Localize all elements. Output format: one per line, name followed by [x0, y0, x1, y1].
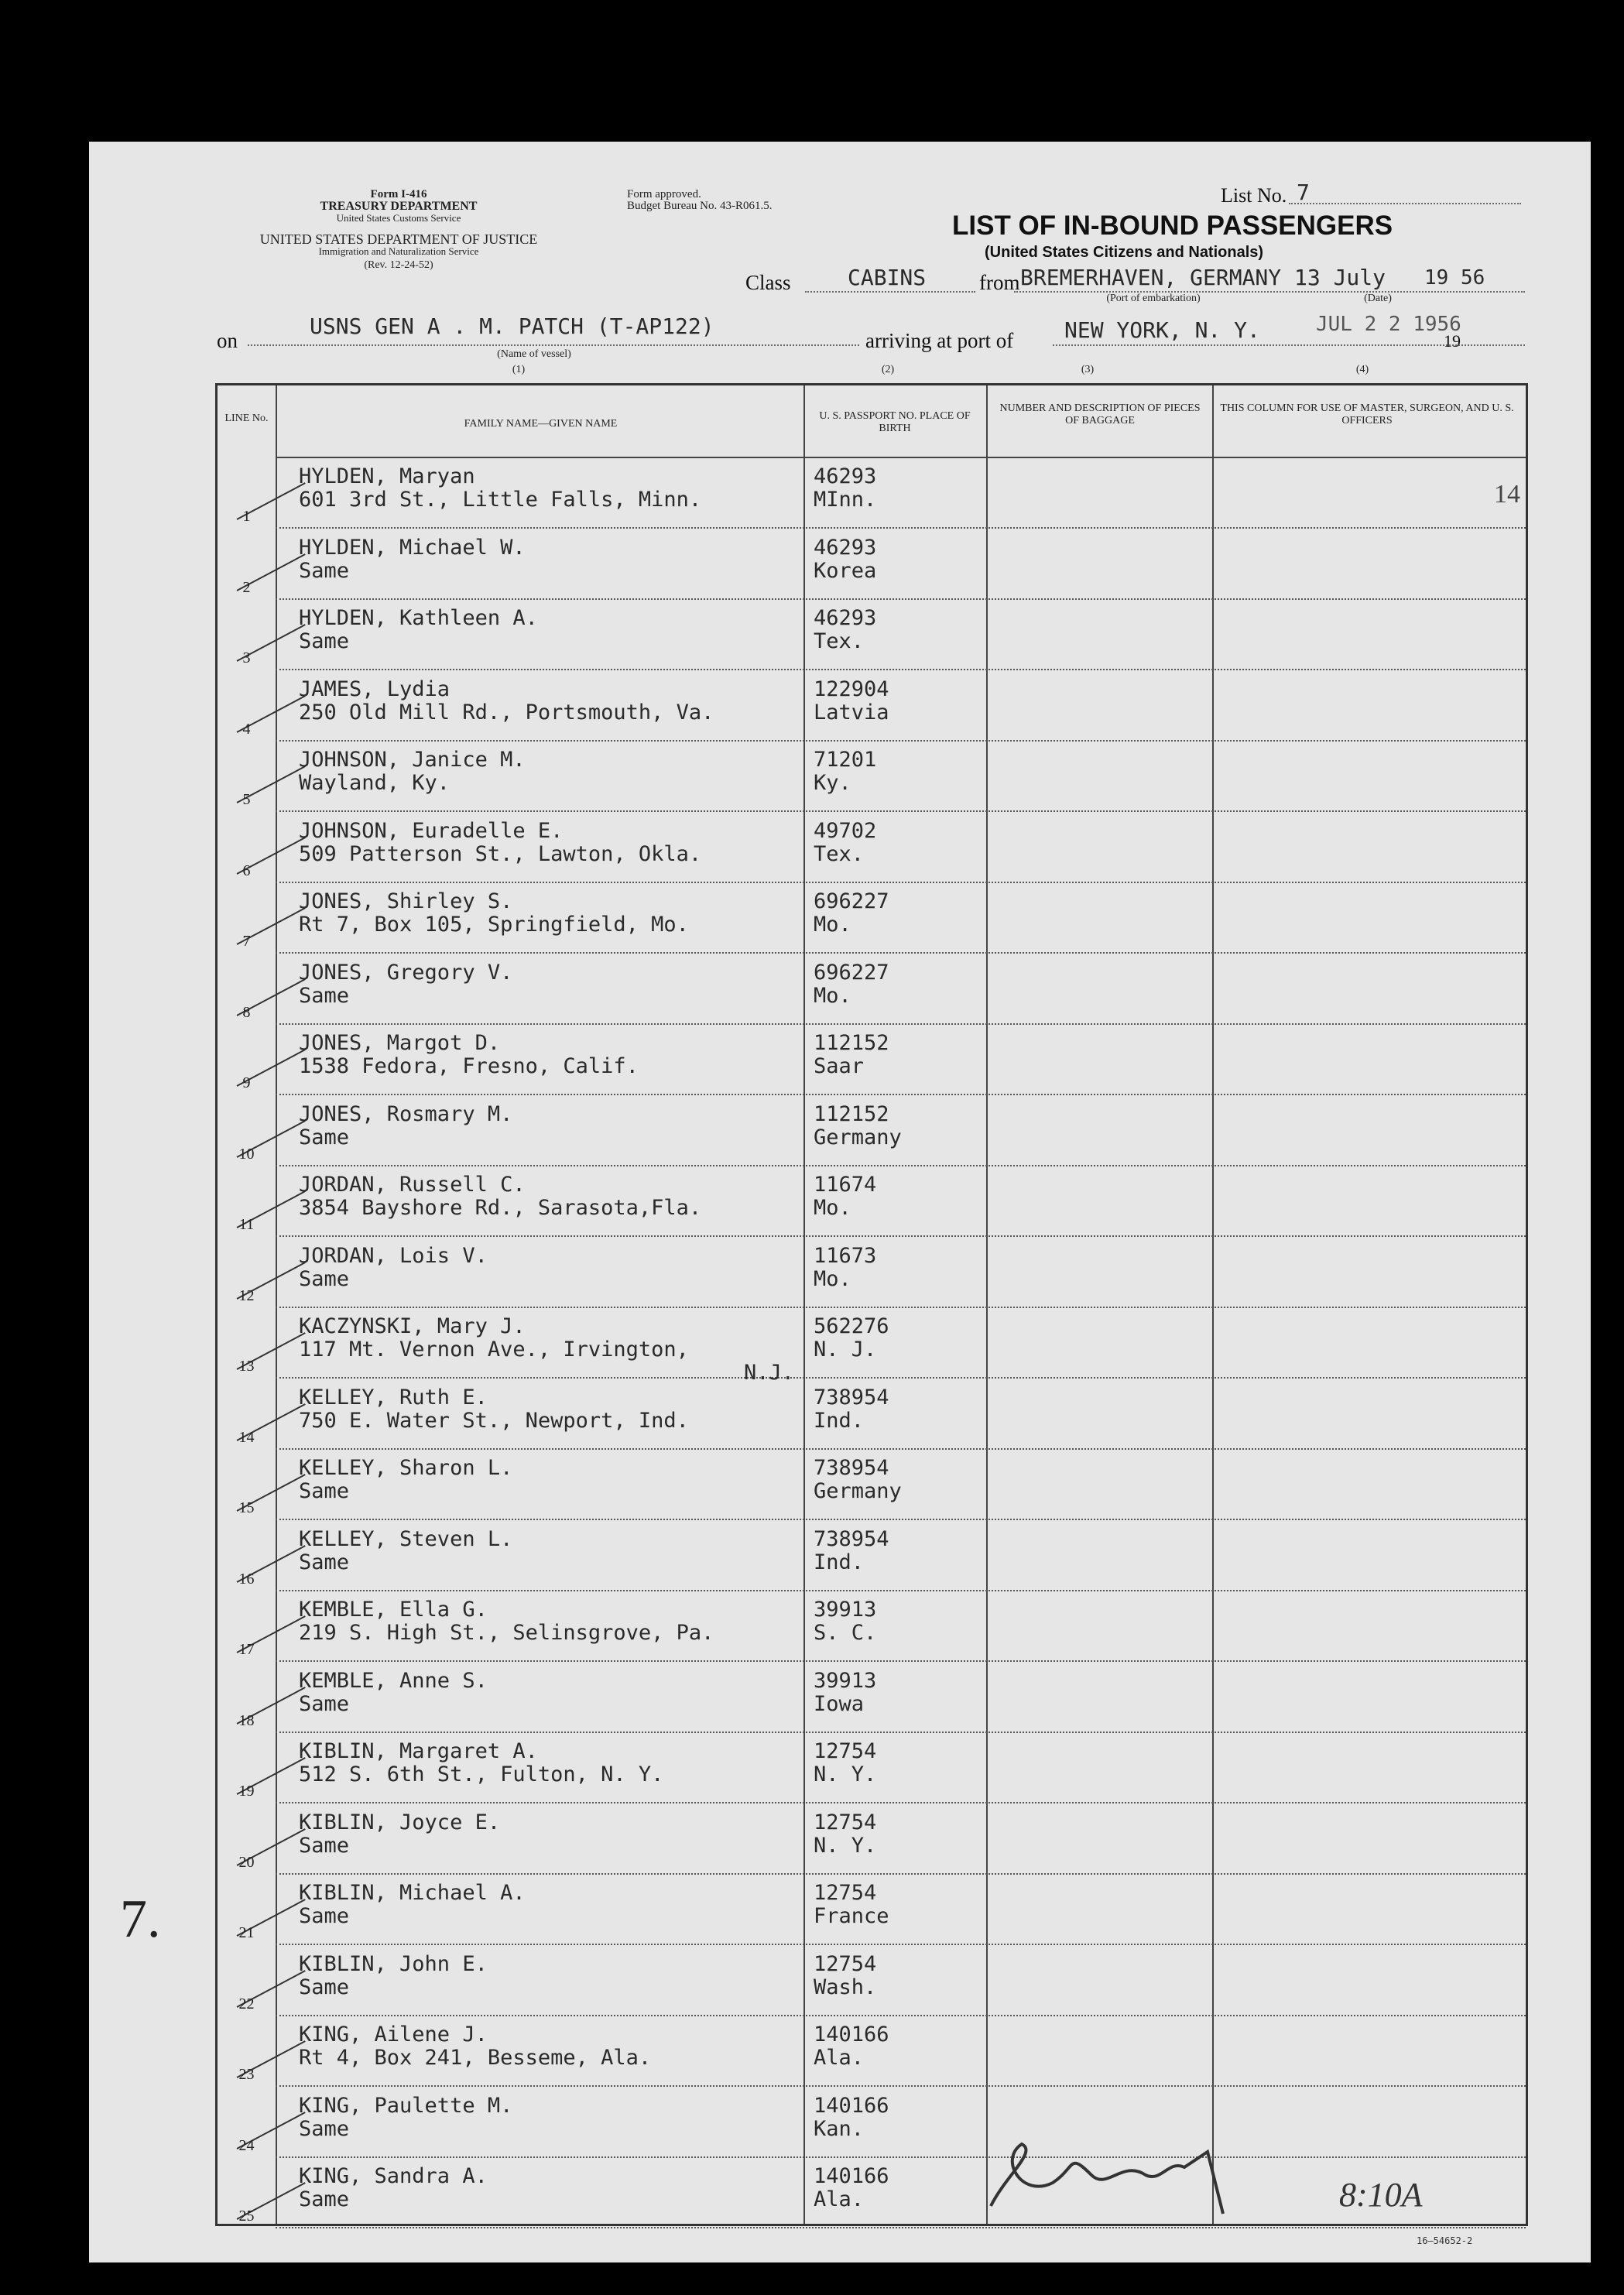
table-row — [218, 598, 1526, 670]
line-number: 10 — [238, 1145, 255, 1163]
vessel-note: (Name of vessel) — [497, 348, 571, 360]
passenger-name: HYLDEN, Michael W. — [299, 535, 526, 560]
passport-number: 12754 — [814, 1739, 877, 1763]
line-number: 16 — [238, 1570, 255, 1588]
passenger-name: JONES, Gregory V. — [299, 960, 513, 985]
table-row — [218, 670, 1526, 741]
col-header-line: LINE No. — [224, 413, 269, 424]
line-number: 15 — [238, 1499, 255, 1516]
passenger-name: KIBLIN, Michael A. — [299, 1881, 526, 1905]
on-label: on — [217, 329, 238, 352]
passport-number: 12754 — [814, 1810, 877, 1834]
place-of-birth: Ind. — [814, 1550, 865, 1574]
table-row — [218, 1661, 1526, 1732]
passenger-name: JONES, Rosmary M. — [299, 1101, 513, 1126]
passenger-name: JONES, Shirley S. — [299, 889, 513, 913]
passport-number: 140166 — [814, 2093, 889, 2118]
list-no-value: 7 — [1297, 180, 1310, 205]
passenger-name: KING, Sandra A. — [299, 2164, 488, 2188]
ins-service: Immigration and Naturalization Service — [318, 245, 479, 257]
treasury-dept: TREASURY DEPARTMENT — [320, 200, 478, 213]
class-line — [805, 291, 975, 293]
place-of-birth: Iowa — [814, 1691, 865, 1716]
table-row — [218, 1165, 1526, 1236]
port-line — [1053, 344, 1525, 346]
class-label: Class — [745, 271, 791, 294]
passenger-address: 601 3rd St., Little Falls, Minn. — [299, 488, 702, 512]
footer-code: 16—54652-2 — [1417, 2235, 1473, 2246]
line-number: 22 — [238, 1995, 255, 2012]
table-row — [218, 1732, 1526, 1803]
passenger-address: Same — [299, 1266, 350, 1291]
line-number: 1 — [242, 508, 251, 525]
passenger-name: KIBLIN, Margaret A. — [299, 1739, 538, 1763]
line-number: 7 — [242, 933, 251, 950]
arrival-port: NEW YORK, N. Y. — [1064, 317, 1260, 343]
table-row — [218, 1944, 1526, 2016]
passport-number: 46293 — [814, 464, 877, 488]
place-of-birth: S. C. — [814, 1621, 877, 1645]
place-of-birth: Saar — [814, 1054, 865, 1078]
passenger-address-cont: N.J. — [744, 1361, 795, 1385]
place-of-birth: MInn. — [814, 488, 877, 512]
customs-service: United States Customs Service — [336, 212, 461, 224]
place-of-birth: N. Y. — [814, 1762, 877, 1786]
col-num-4: (4) — [1355, 364, 1369, 375]
table-row — [218, 1590, 1526, 1661]
place-of-birth: Mo. — [814, 1196, 851, 1220]
line-number: 3 — [242, 649, 251, 666]
table-row — [218, 1023, 1526, 1094]
passport-number: 140166 — [814, 2164, 889, 2188]
place-of-birth: Tex. — [814, 841, 865, 866]
col-num-2: (2) — [881, 364, 895, 375]
col-header-baggage: NUMBER AND DESCRIPTION OF PIECES OF BAGGAGE — [999, 402, 1201, 427]
vessel-name: USNS GEN A . M. PATCH (T-AP122) — [310, 313, 714, 339]
place-of-birth: Korea — [814, 558, 877, 583]
form-number: Form I-416 — [370, 188, 427, 200]
place-of-birth: Germany — [814, 1479, 902, 1503]
col-header-name: FAMILY NAME—GIVEN NAME — [464, 418, 618, 430]
line-number: 23 — [238, 2066, 255, 2083]
passenger-name: JONES, Margot D. — [299, 1031, 501, 1055]
passport-number: 12754 — [814, 1951, 877, 1976]
table-row — [218, 1448, 1526, 1519]
passenger-address: Same — [299, 2116, 350, 2141]
place-of-birth: Kan. — [814, 2116, 865, 2141]
passport-number: 12754 — [814, 1881, 877, 1905]
passport-number: 738954 — [814, 1456, 889, 1480]
place-of-birth: France — [814, 1904, 889, 1928]
arriving-label: arriving at port of — [865, 329, 1014, 352]
page-subtitle: (United States Citizens and Nationals) — [985, 244, 1264, 261]
justice-dept: UNITED STATES DEPARTMENT OF JUSTICE — [259, 231, 538, 247]
line-number: 20 — [238, 1853, 255, 1871]
signature-time: 8:10A — [1339, 2176, 1423, 2214]
passenger-name: JOHNSON, Euradelle E. — [299, 818, 564, 843]
table-row — [218, 528, 1526, 599]
line-number: 2 — [242, 578, 251, 596]
passenger-address: Same — [299, 2187, 350, 2211]
passenger-address: Same — [299, 1125, 350, 1149]
table-row — [218, 2156, 1526, 2228]
arrival-year-suffix: 19 — [1444, 331, 1461, 351]
table-row — [218, 1873, 1526, 1944]
passenger-address: 219 S. High St., Selinsgrove, Pa. — [299, 1621, 714, 1645]
passenger-address: 250 Old Mill Rd., Portsmouth, Va. — [299, 700, 714, 724]
passenger-name: KEMBLE, Ella G. — [299, 1598, 488, 1622]
port-embarkation-note: (Port of embarkation) — [1106, 293, 1201, 304]
passenger-name: JORDAN, Russell C. — [299, 1173, 526, 1197]
date-note: (Date) — [1364, 293, 1392, 304]
table-row — [218, 1236, 1526, 1307]
passport-number: 112152 — [814, 1101, 889, 1126]
list-no-label: List No. — [1221, 184, 1287, 207]
place-of-birth: Ala. — [814, 2187, 865, 2211]
passport-number: 122904 — [814, 677, 889, 701]
passport-number: 11673 — [814, 1243, 877, 1268]
passenger-name: KING, Paulette M. — [299, 2093, 513, 2118]
passenger-name: KING, Ailene J. — [299, 2023, 488, 2047]
place-of-birth: N. J. — [814, 1338, 877, 1362]
list-no-line — [1289, 203, 1521, 204]
place-of-birth: Ky. — [814, 771, 851, 795]
passport-number: 112152 — [814, 1031, 889, 1055]
passenger-address: Same — [299, 1479, 350, 1503]
table-row — [218, 457, 1526, 528]
arrival-stamp: JUL 2 2 1956 — [1316, 313, 1461, 336]
table-row — [218, 1094, 1526, 1166]
table-row — [218, 882, 1526, 953]
passport-number: 738954 — [814, 1385, 889, 1410]
passport-number: 738954 — [814, 1526, 889, 1551]
budget-bureau: Budget Bureau No. 43-R061.5. — [627, 200, 773, 212]
passenger-name: JORDAN, Lois V. — [299, 1243, 488, 1268]
passenger-address: 1538 Fedora, Fresno, Calif. — [299, 1054, 639, 1078]
page-title: LIST OF IN-BOUND PASSENGERS — [952, 211, 1393, 241]
passenger-address: 509 Patterson St., Lawton, Okla. — [299, 841, 702, 866]
handwritten-signature — [975, 2129, 1300, 2221]
passenger-address: 117 Mt. Vernon Ave., Irvington, — [299, 1338, 689, 1362]
place-of-birth: Ind. — [814, 1408, 865, 1433]
line-number: 11 — [238, 1216, 255, 1233]
passport-number: 46293 — [814, 535, 877, 560]
passenger-address: Same — [299, 1833, 350, 1858]
passenger-address: Same — [299, 1904, 350, 1928]
line-number: 9 — [242, 1074, 251, 1091]
passport-number: 696227 — [814, 889, 889, 913]
passenger-name: HYLDEN, Maryan — [299, 464, 475, 488]
line-number: 4 — [242, 720, 251, 738]
table-row — [218, 2015, 1526, 2086]
passenger-address: Same — [299, 1550, 350, 1574]
place-of-birth: Tex. — [814, 629, 865, 653]
revision: (Rev. 12-24-52) — [364, 259, 433, 271]
line-number: 14 — [238, 1428, 255, 1446]
table-row — [218, 1307, 1526, 1385]
line-number: 21 — [238, 1924, 255, 1941]
line-number: 5 — [242, 791, 251, 808]
passenger-name: KACZYNSKI, Mary J. — [299, 1314, 526, 1338]
table-row — [218, 1519, 1526, 1591]
table-row — [218, 811, 1526, 882]
left-margin-note: 7. — [120, 1889, 161, 1949]
line-number: 17 — [238, 1641, 255, 1658]
place-of-birth: Ala. — [814, 2046, 865, 2070]
from-value: BREMERHAVEN, GERMANY 13 July — [1020, 265, 1386, 290]
passenger-address: Wayland, Ky. — [299, 771, 451, 795]
form-approved: Form approved. — [627, 188, 701, 200]
passenger-name: KIBLIN, John E. — [299, 1951, 488, 1976]
passenger-address: 750 E. Water St., Newport, Ind. — [299, 1408, 689, 1433]
passenger-name: KELLEY, Ruth E. — [299, 1385, 488, 1410]
passenger-address: Rt 4, Box 241, Besseme, Ala. — [299, 2046, 652, 2070]
place-of-birth: Mo. — [814, 1266, 851, 1291]
passenger-name: KEMBLE, Anne S. — [299, 1668, 488, 1693]
passenger-address: Same — [299, 983, 350, 1008]
place-of-birth: Mo. — [814, 983, 851, 1008]
col-num-1: (1) — [512, 364, 526, 375]
line-number: 18 — [238, 1711, 255, 1729]
line-number: 25 — [238, 2208, 255, 2225]
passenger-name: HYLDEN, Kathleen A. — [299, 606, 538, 630]
passport-number: 11674 — [814, 1173, 877, 1197]
passport-number: 39913 — [814, 1598, 877, 1622]
line-number: 19 — [238, 1783, 255, 1800]
passenger-address: 3854 Bayshore Rd., Sarasota,Fla. — [299, 1196, 702, 1220]
col-header-officers: THIS COLUMN FOR USE OF MASTER, SURGEON, AND U. S. OFFICERS — [1220, 402, 1514, 427]
place-of-birth: Germany — [814, 1125, 902, 1149]
passenger-address: Same — [299, 629, 350, 653]
line-number: 24 — [238, 2136, 255, 2154]
row-rule — [276, 2227, 1526, 2229]
passenger-address: 512 S. 6th St., Fulton, N. Y. — [299, 1762, 664, 1786]
passenger-name: JOHNSON, Janice M. — [299, 748, 526, 772]
line-number: 12 — [238, 1286, 255, 1304]
table-row — [218, 740, 1526, 811]
table-body — [218, 457, 1526, 2224]
vessel-line — [248, 344, 859, 346]
passenger-address: Same — [299, 1975, 350, 1999]
table-row — [218, 953, 1526, 1024]
line-number: 13 — [238, 1358, 255, 1375]
table-row — [218, 1803, 1526, 1874]
place-of-birth: Mo. — [814, 913, 851, 937]
col-header-passport: U. S. PASSPORT NO. PLACE OF BIRTH — [819, 410, 971, 435]
passenger-address: Same — [299, 1691, 350, 1716]
passenger-name: KIBLIN, Joyce E. — [299, 1810, 501, 1834]
passport-number: 696227 — [814, 960, 889, 985]
from-label: from — [979, 271, 1020, 294]
margin-count-note: 14 — [1494, 480, 1520, 509]
passenger-name: KELLEY, Steven L. — [299, 1526, 513, 1551]
line-number: 8 — [242, 1003, 251, 1021]
passport-number: 562276 — [814, 1314, 889, 1338]
passport-number: 140166 — [814, 2023, 889, 2047]
passenger-address: Same — [299, 558, 350, 583]
col-num-3: (3) — [1081, 364, 1095, 375]
line-number: 6 — [242, 861, 251, 879]
place-of-birth: Wash. — [814, 1975, 877, 1999]
passenger-name: JAMES, Lydia — [299, 677, 451, 701]
year-value: 19 56 — [1424, 266, 1485, 289]
table-row — [218, 1378, 1526, 1449]
table-row — [218, 2086, 1526, 2157]
place-of-birth: N. Y. — [814, 1833, 877, 1858]
passport-number: 71201 — [814, 748, 877, 772]
passenger-address: Rt 7, Box 105, Springfield, Mo. — [299, 913, 689, 937]
passenger-name: KELLEY, Sharon L. — [299, 1456, 513, 1480]
passport-number: 49702 — [814, 818, 877, 843]
place-of-birth: Latvia — [814, 700, 889, 724]
class-value: CABINS — [848, 265, 927, 290]
passport-number: 46293 — [814, 606, 877, 630]
passenger-table — [215, 383, 1528, 2226]
passport-number: 39913 — [814, 1668, 877, 1693]
